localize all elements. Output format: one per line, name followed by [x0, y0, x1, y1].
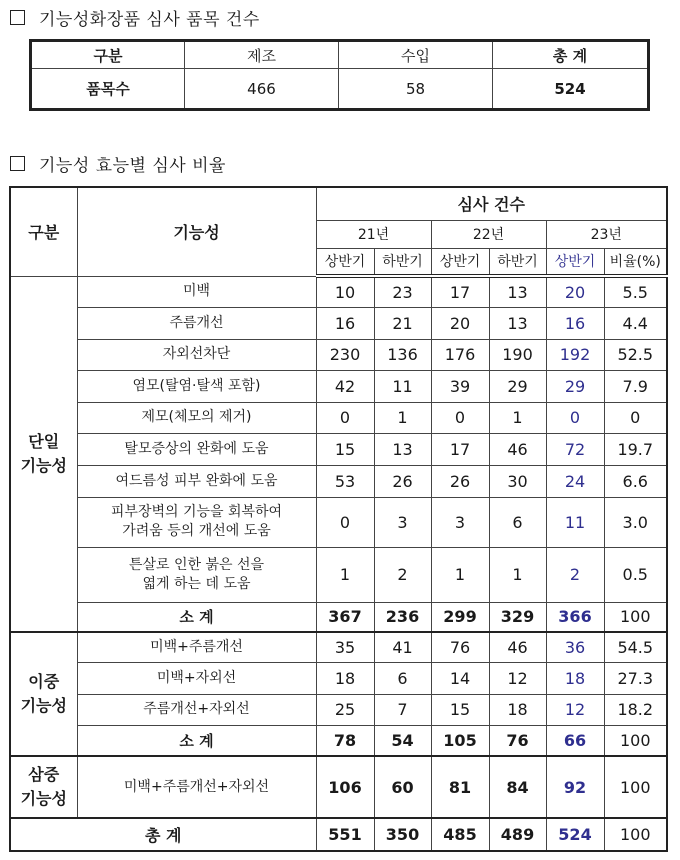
subtotal-value: 367 [316, 602, 374, 632]
function-name [77, 756, 316, 818]
header-half: 상반기 [316, 248, 374, 276]
value-cell: 36 [546, 632, 604, 662]
subtotal-label: 소 계 [77, 602, 316, 632]
total-value: 489 [489, 818, 546, 851]
table-row [10, 370, 667, 402]
value-cell: 1 [489, 547, 546, 602]
table-row [10, 497, 667, 547]
value-cell: 18 [546, 662, 604, 694]
value-cell: 17 [431, 276, 489, 307]
value-cell: 24 [546, 465, 604, 497]
value-cell: 1 [374, 402, 431, 433]
function-name-line: 튼살로 인한 붉은 선을 [128, 556, 265, 573]
value-cell: 176 [431, 339, 489, 370]
value-cell: 2 [374, 547, 431, 602]
value-cell: 15 [316, 433, 374, 465]
value-cell: 81 [431, 756, 489, 818]
function-name-line: 염모(탈염·탈색 포함) [132, 377, 261, 394]
group-label-line: 기능성 [20, 455, 67, 475]
function-name-line: 탈모증상의 완화에 도움 [124, 440, 269, 457]
value-cell: 39 [431, 370, 489, 402]
table-row [10, 465, 667, 497]
value-cell: 76 [431, 632, 489, 662]
value-cell: 11 [374, 370, 431, 402]
subtotal-value: 76 [489, 725, 546, 756]
subtotal-label: 소 계 [77, 725, 316, 756]
value-cell: 136 [374, 339, 431, 370]
value-cell: 3.0 [604, 497, 667, 547]
checkbox-square-icon [10, 10, 25, 25]
value-cell: 41 [374, 632, 431, 662]
section1-heading [8, 5, 260, 30]
header-row-1 [10, 187, 667, 220]
value-cell: 5.5 [604, 276, 667, 307]
subtotal-value: 78 [316, 725, 374, 756]
value-cell: 19.7 [604, 433, 667, 465]
table-row [10, 339, 667, 370]
group-label-line: 이중 [28, 672, 60, 691]
header-gubun: 구분 [10, 187, 77, 276]
value-cell: 20 [546, 276, 604, 307]
function-name [77, 307, 316, 339]
value-cell: 23 [374, 276, 431, 307]
group-label-line: 삼중 [28, 765, 60, 784]
value-cell: 1 [316, 547, 374, 602]
value-cell: 18 [489, 694, 546, 725]
value-cell: 52.5 [604, 339, 667, 370]
value-cell: 0 [431, 402, 489, 433]
value-cell: 7 [374, 694, 431, 725]
value-cell: 1 [489, 402, 546, 433]
value-cell: 46 [489, 632, 546, 662]
subtotal-value: 366 [546, 602, 604, 632]
value-cell: 21 [374, 307, 431, 339]
value-cell: 42 [316, 370, 374, 402]
subtotal-value: 299 [431, 602, 489, 632]
value-cell: 26 [374, 465, 431, 497]
section2-title: 기능성 효능별 심사 비율 [39, 156, 226, 176]
subtotal-row [10, 725, 667, 756]
value-cell: 0 [316, 497, 374, 547]
total-value: 524 [546, 818, 604, 851]
product-count-table [29, 39, 650, 111]
function-name-line: 주름개선+자외선 [143, 701, 250, 717]
value-cell: 30 [489, 465, 546, 497]
subtotal-value: 236 [374, 602, 431, 632]
value-cell: 106 [316, 756, 374, 818]
header-function: 기능성 [77, 187, 316, 276]
group-label-line: 기능성 [20, 789, 67, 808]
header-review-count: 심사 건수 [316, 187, 667, 220]
subtotal-row [10, 602, 667, 632]
total-row [10, 818, 667, 851]
row-label: 품목수 [31, 69, 185, 110]
table-row [31, 69, 649, 110]
efficacy-review-table [9, 186, 668, 852]
value-cell: 17 [431, 433, 489, 465]
table-row [10, 632, 667, 662]
header-import: 수입 [339, 41, 493, 69]
header-year-23: 23년 [546, 220, 667, 248]
value-cell: 16 [316, 307, 374, 339]
value-cell: 2 [546, 547, 604, 602]
function-name [77, 465, 316, 497]
value-cell: 13 [489, 307, 546, 339]
value-cell: 25 [316, 694, 374, 725]
value-cell: 46 [489, 433, 546, 465]
table-row [10, 433, 667, 465]
subtotal-value: 54 [374, 725, 431, 756]
total-value: 485 [431, 818, 489, 851]
subtotal-value: 66 [546, 725, 604, 756]
value-cell: 230 [316, 339, 374, 370]
subtotal-value: 329 [489, 602, 546, 632]
value-cell: 7.9 [604, 370, 667, 402]
function-name [77, 632, 316, 662]
value-cell: 54.5 [604, 632, 667, 662]
group-label-line: 기능성 [20, 696, 67, 715]
function-name-line: 미백+주름개선 [150, 638, 243, 655]
function-name [77, 433, 316, 465]
value-cell: 12 [546, 694, 604, 725]
function-name-line: 제모(체모의 제거) [141, 409, 252, 425]
value-cell: 13 [489, 276, 546, 307]
function-name-line: 엷게 하는 데 도움 [142, 575, 251, 592]
header-half: 하반기 [489, 248, 546, 276]
value-cell: 12 [489, 662, 546, 694]
header-total: 총 계 [493, 41, 649, 69]
subtotal-value: 100 [604, 725, 667, 756]
value-cell: 100 [604, 756, 667, 818]
value-cell: 72 [546, 433, 604, 465]
function-name-line: 미백 [182, 283, 211, 299]
header-manufacture: 제조 [185, 41, 339, 69]
value-cell: 6 [489, 497, 546, 547]
value-cell: 0 [546, 402, 604, 433]
group-label-line: 단일 [28, 431, 60, 451]
value-cell: 3 [431, 497, 489, 547]
value-cell: 1 [431, 547, 489, 602]
header-gubun: 구분 [31, 41, 185, 69]
section2-heading [8, 151, 226, 176]
table-header-row [31, 41, 649, 69]
value-cell: 192 [546, 339, 604, 370]
subtotal-value: 105 [431, 725, 489, 756]
function-name [77, 402, 316, 433]
table-row [10, 276, 667, 307]
function-name-line: 가려움 등의 개선에 도움 [122, 523, 271, 539]
table-row [10, 547, 667, 602]
value-cell: 20 [431, 307, 489, 339]
value-cell: 190 [489, 339, 546, 370]
value-cell: 27.3 [604, 662, 667, 694]
function-name [77, 694, 316, 725]
function-name-line: 미백+자외선 [156, 669, 237, 686]
value-cell: 6.6 [604, 465, 667, 497]
value-cell: 3 [374, 497, 431, 547]
function-name [77, 497, 316, 547]
table-row [10, 756, 667, 818]
total-label: 총 계 [10, 818, 316, 851]
cell-import: 58 [339, 69, 493, 110]
value-cell: 18.2 [604, 694, 667, 725]
value-cell: 29 [546, 370, 604, 402]
function-name [77, 547, 316, 602]
value-cell: 10 [316, 276, 374, 307]
value-cell: 84 [489, 756, 546, 818]
cell-manufacture: 466 [185, 69, 339, 110]
function-name-line: 주름개선 [169, 314, 224, 331]
value-cell: 35 [316, 632, 374, 662]
value-cell: 13 [374, 433, 431, 465]
value-cell: 4.4 [604, 307, 667, 339]
group-label [10, 632, 77, 756]
group-label [10, 276, 77, 632]
header-year-21: 21년 [316, 220, 431, 248]
total-value: 100 [604, 818, 667, 851]
total-value: 551 [316, 818, 374, 851]
value-cell: 14 [431, 662, 489, 694]
table-row [10, 662, 667, 694]
value-cell: 18 [316, 662, 374, 694]
subtotal-value: 100 [604, 602, 667, 632]
value-cell: 11 [546, 497, 604, 547]
header-half: 하반기 [374, 248, 431, 276]
header-year-22: 22년 [431, 220, 546, 248]
value-cell: 15 [431, 694, 489, 725]
function-name-line: 자외선차단 [162, 346, 231, 362]
header-half: 상반기 [431, 248, 489, 276]
table-row [10, 402, 667, 433]
total-value: 350 [374, 818, 431, 851]
value-cell: 0 [316, 402, 374, 433]
table-row [10, 307, 667, 339]
value-cell: 16 [546, 307, 604, 339]
value-cell: 92 [546, 756, 604, 818]
function-name-line: 여드름성 피부 완화에 도움 [115, 472, 278, 489]
value-cell: 0.5 [604, 547, 667, 602]
function-name [77, 662, 316, 694]
cell-total: 524 [493, 69, 649, 110]
function-name-line: 미백+주름개선+자외선 [123, 778, 270, 795]
function-name-line: 피부장벽의 기능을 회복하여 [110, 504, 283, 520]
table-row [10, 694, 667, 725]
value-cell: 26 [431, 465, 489, 497]
function-name [77, 370, 316, 402]
function-name [77, 339, 316, 370]
checkbox-square-icon [10, 156, 25, 171]
section1-title: 기능성화장품 심사 품목 건수 [39, 10, 260, 30]
header-ratio: 비율(%) [604, 248, 667, 276]
header-half: 상반기 [546, 248, 604, 276]
function-name [77, 276, 316, 307]
group-label [10, 756, 77, 818]
value-cell: 53 [316, 465, 374, 497]
value-cell: 6 [374, 662, 431, 694]
value-cell: 29 [489, 370, 546, 402]
value-cell: 60 [374, 756, 431, 818]
value-cell: 0 [604, 402, 667, 433]
